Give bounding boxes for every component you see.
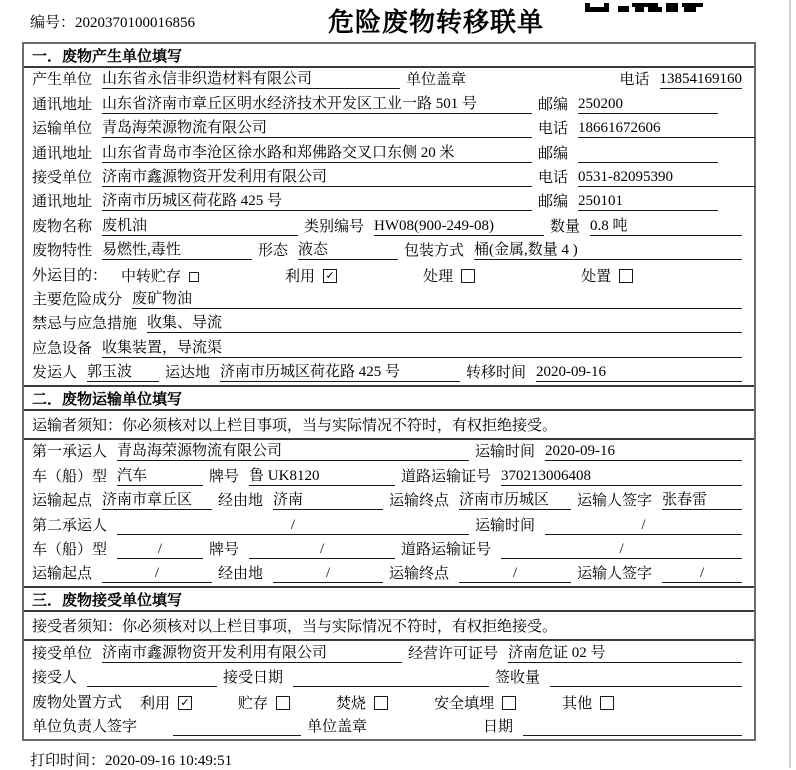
field-label: 邮编 [538,145,569,162]
qr-code-icon [585,0,705,9]
field-value: 0531-82095390 [578,168,755,187]
checkbox-label: 贮存 [238,696,269,713]
field-label: 运输终点 [389,493,450,510]
checkbox-label: 安全填埋 [434,696,495,713]
serial-number [30,11,195,32]
field-value: 青岛海荣源物流有限公司 [117,442,469,461]
field-value: 18661672606 [578,119,755,138]
field-value: 山东省青岛市李沧区徐水路和郑佛路交叉口东侧 20 米 [102,144,532,163]
form-row [24,336,754,360]
field-value: 济南市鑫源物资开发利用有限公司 [102,644,402,663]
checkbox [374,696,388,710]
field-label: 废物特性 [32,243,93,260]
checkbox-label: 焚烧 [336,696,367,713]
field-value: HW08(900-249-08) [374,217,544,236]
field-value: 张春雷 [662,491,742,510]
field-label: 运输人签字 [577,566,653,583]
field-value [578,144,718,163]
field-value: 废矿物油 [132,290,742,309]
field-value: 液态 [298,241,398,260]
form-row [24,489,754,513]
doc-title: 危险废物转移联单 [328,7,545,37]
checkbox-item [581,267,633,285]
checkbox [189,272,199,282]
form-row [24,440,754,464]
field-label: 牌号 [209,468,240,485]
field-label: 通讯地址 [32,145,93,162]
checkbox-item [285,267,337,285]
field-label: 单位负责人签字 [32,718,138,735]
field-value: 济南市历城区 [459,491,571,510]
field-label: 电话 [619,72,650,89]
field-value: 桶(金属,数量 4 ) [474,241,742,260]
form-row [24,361,754,385]
print-time-value: 2020-09-16 10:49:51 [105,753,233,769]
manifest-table [22,42,756,741]
checkbox-label: 中转贮存 [121,269,182,286]
field-label: 接受日期 [223,670,284,687]
field-label: 第一承运人 [32,444,108,461]
field-value: / [117,540,203,559]
field-value: 济南市历城区荷花路 425 号 [220,363,460,382]
notice-text: 接受者须知：你必须核对以上栏目事项，当与实际情况不符时，有权拒绝接受。 [32,619,558,636]
form-row [24,538,754,562]
form-row [24,68,754,92]
checkbox-label: 处置 [581,269,612,286]
field-value: 青岛海荣源物流有限公司 [102,119,532,138]
checkbox: ✓ [178,696,192,710]
field-value: 13854169160 [659,71,742,88]
field-label: 车（船）型 [32,542,108,559]
notice-row [24,612,754,641]
serial-value: 2020370100016856 [75,15,196,31]
field-label: 电话 [538,169,569,186]
field-label: 运达地 [165,365,211,382]
field-label: 通讯地址 [32,96,93,113]
field-value: / [459,564,571,583]
field-label: 形态 [258,243,289,260]
field-label: 通讯地址 [32,194,93,211]
field-label: 接受单位 [32,645,93,662]
form-row [24,288,754,312]
form-row [24,239,754,263]
field-value: 2020-09-16 [545,442,742,461]
form-row [24,464,754,488]
field-value [550,668,742,687]
field-value: 济南市历城区荷花路 425 号 [102,192,532,211]
checkbox [276,696,290,710]
field-label: 主要危险成分 [32,291,123,308]
field-value: 废机油 [102,217,298,236]
form-row [24,641,754,665]
checkbox-label: 利用 [140,696,171,713]
field-value: 易燃性,毒性 [102,241,252,260]
field-value: 370213006408 [501,467,742,486]
field-value: / [501,540,742,559]
field-label: 道路运输证号 [401,468,492,485]
field-label: 数量 [550,218,581,235]
field-value: / [117,516,469,535]
notice-row [24,411,754,440]
field-label: 经由地 [218,566,264,583]
field-value: 收集、导流 [147,314,742,333]
field-label: 邮编 [538,96,569,113]
checkbox-label: 利用 [285,269,316,286]
field-label: 类别编号 [304,218,365,235]
checkbox-item [562,694,614,712]
field-value: / [273,564,383,583]
checkbox-item [423,267,475,285]
form-row [24,166,754,190]
field-value: / [662,564,742,583]
field-label: 废物处置方式 [32,694,123,711]
field-value: 收集装置，导流渠 [102,339,742,358]
field-label: 第二承运人 [32,517,108,534]
page-edge-line [789,0,791,768]
field-label: 运输起点 [32,493,93,510]
field-value [173,717,301,736]
form-row [24,312,754,336]
field-label: 转移时间 [466,365,527,382]
serial-label: 编号： [30,15,76,31]
field-value: 汽车 [117,467,203,486]
checkbox-label: 其他 [562,696,593,713]
form-row [24,117,754,141]
field-value: 济南市章丘区 [102,491,212,510]
checkbox [600,696,614,710]
checkbox-item [140,694,192,712]
field-value: 山东省济南市章丘区明水经济技术开发区工业一路 501 号 [102,95,532,114]
field-label: 邮编 [538,194,569,211]
field-label: 签收量 [495,670,541,687]
field-label: 废物名称 [32,218,93,235]
section-title: 一．废物产生单位填写 [24,44,754,68]
field-label: 应急设备 [32,340,93,357]
field-label: 单位盖章 [307,718,368,735]
field-label: 电话 [538,121,569,138]
field-label: 车（船）型 [32,468,108,485]
field-label: 产生单位 [32,72,93,89]
field-value: / [249,540,395,559]
notice-text: 运输者须知：你必须核对以上栏目事项，当与实际情况不符时，有权拒绝接受。 [32,418,558,435]
checkbox-item [121,267,199,285]
field-value: / [102,564,212,583]
field-label: 接受单位 [32,169,93,186]
checkbox: ✓ [323,269,337,283]
form-row [24,513,754,537]
form-row [24,92,754,116]
form-row [24,666,754,690]
form-row [24,715,754,739]
form-row [24,562,754,586]
checkbox-item [434,694,516,712]
field-label: 日期 [483,718,514,735]
section-title: 三．废物接受单位填写 [24,586,754,612]
field-value: 0.8 吨 [590,217,742,236]
print-time-label: 打印时间： [30,753,106,769]
field-value: 250101 [578,192,718,211]
field-label: 包装方式 [404,243,465,260]
field-value: 2020-09-16 [536,363,742,382]
field-label: 单位盖章 [406,72,467,89]
form-row [24,690,754,714]
form-row [24,141,754,165]
checkbox [461,269,475,283]
field-value: 山东省永信非织造材料有限公司 [102,70,400,89]
field-label: 道路运输证号 [401,542,492,559]
field-label: 禁忌与应急措施 [32,316,138,333]
field-label: 经营许可证号 [408,645,499,662]
field-label: 运输终点 [389,566,450,583]
field-value [293,668,489,687]
form-row [24,263,754,287]
form-row [24,190,754,214]
field-label: 经由地 [218,493,264,510]
field-label: 运输起点 [32,566,93,583]
checkbox-item [336,694,388,712]
checkbox-item [238,694,290,712]
checkbox-label: 处理 [423,269,454,286]
field-label: 运输时间 [475,444,536,461]
field-label: 运输时间 [475,517,536,534]
field-label: 牌号 [209,542,240,559]
doc-header [0,0,796,40]
field-value [87,668,217,687]
field-value: 郭玉波 [87,363,159,382]
checkbox [619,269,633,283]
field-label: 接受人 [32,670,78,687]
field-value [523,717,742,736]
checkbox [502,696,516,710]
field-value: 济南市鑫源物资开发利用有限公司 [102,168,532,187]
print-time [30,749,232,770]
field-value: 济南 [273,491,383,510]
field-label: 运输人签字 [577,493,653,510]
field-label: 运输单位 [32,121,93,138]
field-value: 济南危证 02 号 [508,644,742,663]
field-label: 外运目的： [32,267,108,284]
section-title: 二．废物运输单位填写 [24,385,754,411]
field-label: 发运人 [32,365,78,382]
field-value: 250200 [578,95,718,114]
field-value: / [545,516,742,535]
field-value: 鲁 UK8120 [249,467,395,486]
form-row [24,214,754,238]
